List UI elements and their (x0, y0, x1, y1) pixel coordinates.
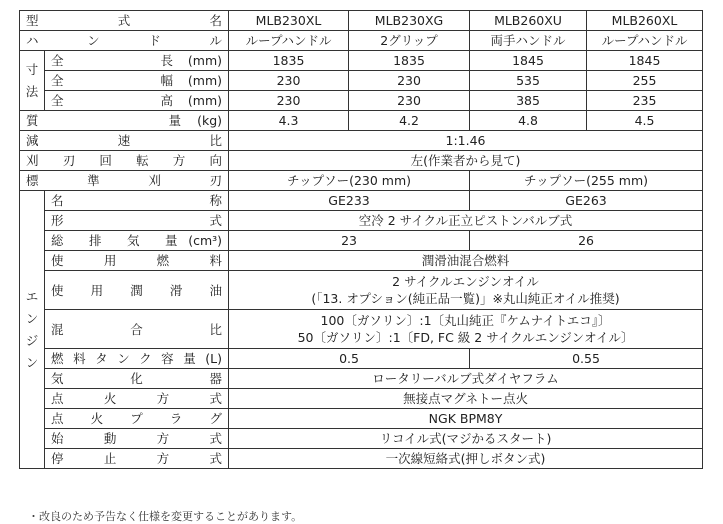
reduction-value: 1:1.46 (229, 131, 703, 151)
standard-blade-260: チップソー(255 mm) (470, 171, 703, 191)
label-handle: ハ ン ド ル (20, 31, 229, 51)
handle-2: 2グリップ (349, 31, 470, 51)
length-4: 1845 (587, 51, 703, 71)
label-engine-name: 名 称 (45, 191, 229, 211)
row-width (20, 71, 703, 91)
length-1: 1835 (229, 51, 349, 71)
height-2: 230 (349, 91, 470, 111)
model-2: MLB230XG (349, 11, 470, 31)
height-1: 230 (229, 91, 349, 111)
length-3: 1845 (470, 51, 587, 71)
fuel-value: 潤滑油混合燃料 (229, 251, 703, 271)
label-ignition: 点 火 方 式 (45, 389, 229, 409)
mixture-line-2: 50〔ガソリン〕:1〔FD, FC 級 2 サイクルエンジンオイル〕 (297, 330, 634, 345)
category-dimensions: 寸 法 (20, 51, 45, 111)
engine-name-230: GE233 (229, 191, 470, 211)
tank-230: 0.5 (229, 349, 470, 369)
category-engine: エ ン ジ ン (20, 191, 45, 469)
engine-type-value: 空冷 2 サイクル正立ピストンバルブ式 (229, 211, 703, 231)
tank-260: 0.55 (470, 349, 703, 369)
width-4: 255 (587, 71, 703, 91)
row-height (20, 91, 703, 111)
width-1: 230 (229, 71, 349, 91)
carburetor-value: ロータリーバルブ式ダイヤフラム (229, 369, 703, 389)
row-tank (20, 349, 703, 369)
label-length: 全 長(mm) (45, 51, 229, 71)
displacement-230: 23 (229, 231, 470, 251)
row-length (20, 51, 703, 71)
mass-3: 4.8 (470, 111, 587, 131)
row-stopping (20, 449, 703, 469)
row-reduction (20, 131, 703, 151)
handle-4: ループハンドル (587, 31, 703, 51)
blade-rotation-value: 左(作業者から見て) (229, 151, 703, 171)
row-handle (20, 31, 703, 51)
height-4: 235 (587, 91, 703, 111)
row-model (20, 11, 703, 31)
label-carburetor: 気 化 器 (45, 369, 229, 389)
label-starting: 始 動 方 式 (45, 429, 229, 449)
label-width: 全 幅(mm) (45, 71, 229, 91)
mass-1: 4.3 (229, 111, 349, 131)
row-ignition (20, 389, 703, 409)
label-engine-type: 形 式 (45, 211, 229, 231)
label-reduction: 減 速 比 (20, 131, 229, 151)
model-3: MLB260XU (470, 11, 587, 31)
row-displacement (20, 231, 703, 251)
mass-4: 4.5 (587, 111, 703, 131)
row-mixture (20, 310, 703, 349)
row-carburetor (20, 369, 703, 389)
model-4: MLB260XL (587, 11, 703, 31)
height-3: 385 (470, 91, 587, 111)
mixture-value (229, 310, 703, 349)
standard-blade-230: チップソー(230 mm) (229, 171, 470, 191)
handle-3: 両手ハンドル (470, 31, 587, 51)
lubricant-value (229, 271, 703, 310)
label-spark-plug: 点 火 プ ラ グ (45, 409, 229, 429)
lubricant-line-2: (「13. オプション(純正品一覧)」※丸山純正オイル推奨) (311, 291, 620, 306)
mixture-line-1: 100〔ガソリン〕:1〔丸山純正『ケムナイトエコ』〕 (320, 313, 611, 328)
ignition-value: 無接点マグネトー点火 (229, 389, 703, 409)
label-standard-blade: 標 準 刈 刃 (20, 171, 229, 191)
displacement-260: 26 (470, 231, 703, 251)
model-1: MLB230XL (229, 11, 349, 31)
length-2: 1835 (349, 51, 470, 71)
label-mass: 質 量(kg) (20, 111, 229, 131)
row-lubricant (20, 271, 703, 310)
row-standard-blade (20, 171, 703, 191)
label-mixture: 混 合 比 (45, 310, 229, 349)
width-2: 230 (349, 71, 470, 91)
spec-table (19, 10, 703, 469)
label-stopping: 停 止 方 式 (45, 449, 229, 469)
label-displacement: 総 排 気 量(cm³) (45, 231, 229, 251)
row-fuel (20, 251, 703, 271)
row-spark-plug (20, 409, 703, 429)
label-height: 全 高(mm) (45, 91, 229, 111)
row-blade-rotation (20, 151, 703, 171)
label-blade-rotation: 刈 刃 回 転 方 向 (20, 151, 229, 171)
width-3: 535 (470, 71, 587, 91)
label-lubricant: 使 用 潤 滑 油 (45, 271, 229, 310)
label-tank: 燃料タンク容量(L) (45, 349, 229, 369)
row-starting (20, 429, 703, 449)
handle-1: ループハンドル (229, 31, 349, 51)
stopping-value: 一次線短絡式(押しボタン式) (229, 449, 703, 469)
mass-2: 4.2 (349, 111, 470, 131)
row-mass (20, 111, 703, 131)
label-model: 型 式 名 (20, 11, 229, 31)
label-fuel: 使 用 燃 料 (45, 251, 229, 271)
engine-name-260: GE263 (470, 191, 703, 211)
lubricant-line-1: 2 サイクルエンジンオイル (392, 274, 539, 289)
row-engine-type (20, 211, 703, 231)
footnote: ・改良のため予告なく仕様を変更することがあります。 (28, 510, 303, 523)
spark-plug-value: NGK BPM8Y (229, 409, 703, 429)
row-engine-name (20, 191, 703, 211)
starting-value: リコイル式(マジかるスタート) (229, 429, 703, 449)
